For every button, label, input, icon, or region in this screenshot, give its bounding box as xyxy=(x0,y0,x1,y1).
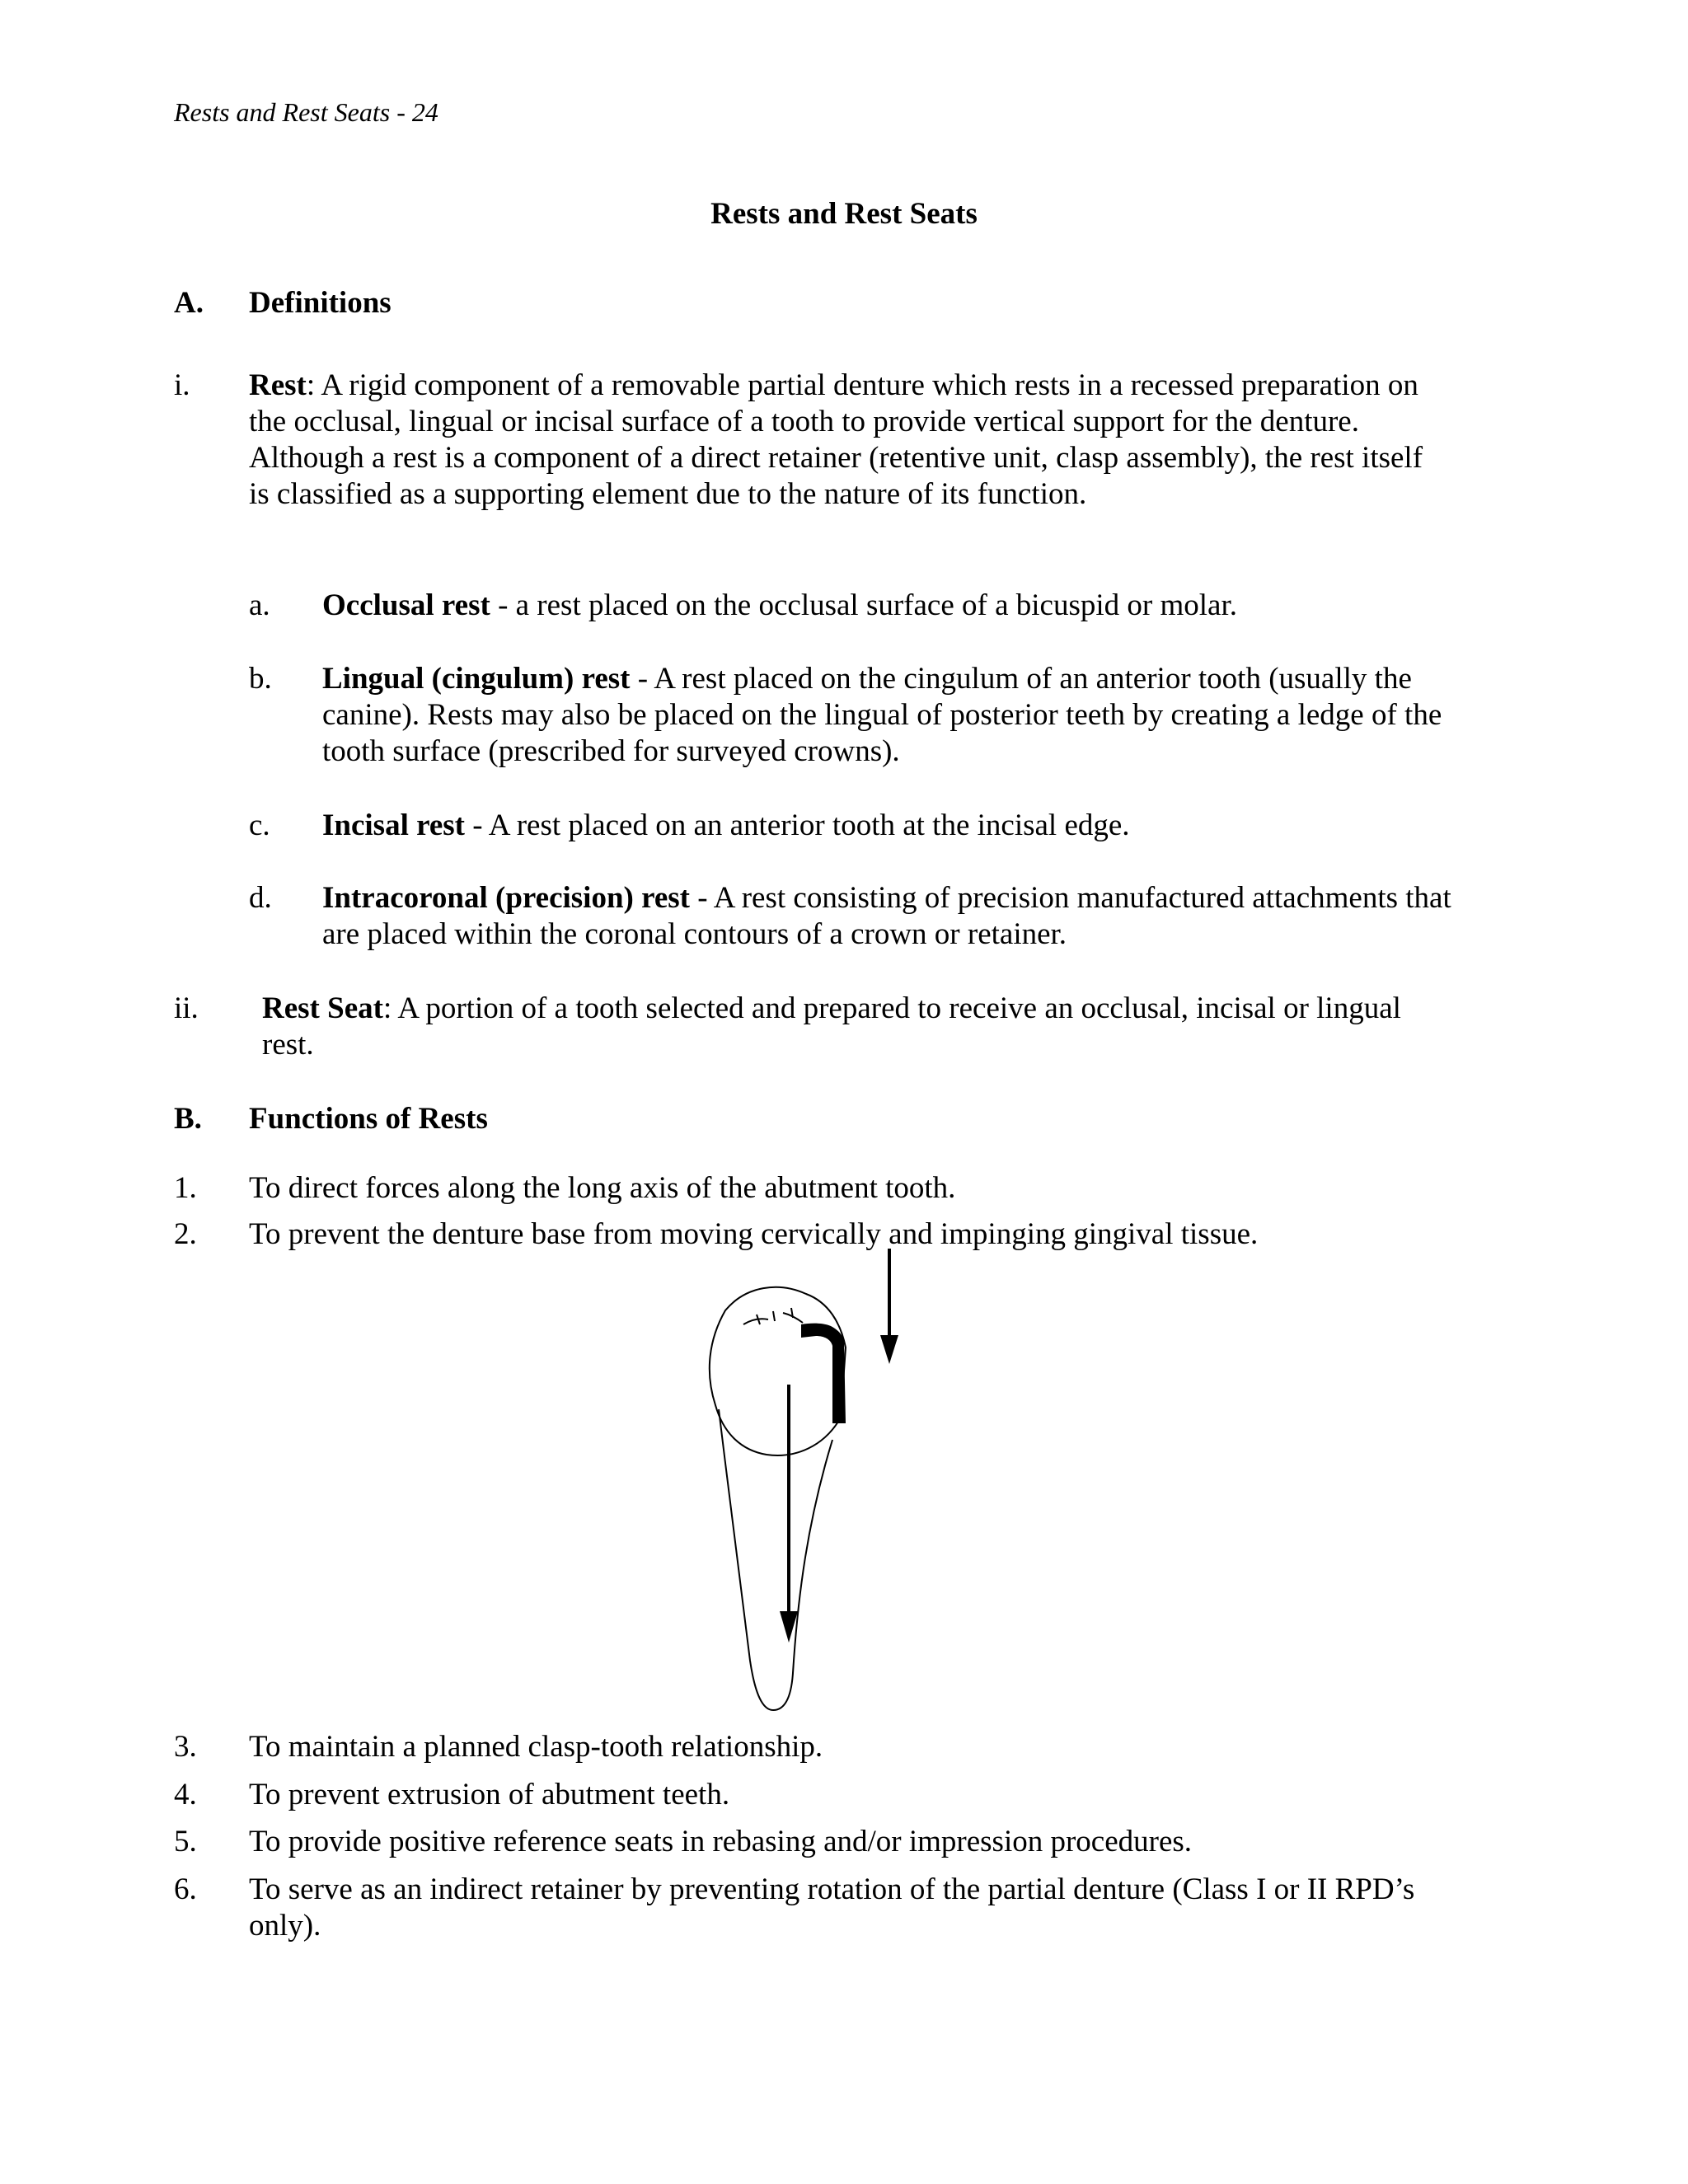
function-4-text: To prevent extrusion of abutment teeth. xyxy=(249,1778,730,1811)
sub-d-marker: d. xyxy=(249,881,272,915)
sub-c-marker: c. xyxy=(249,808,270,842)
function-3-text: To maintain a planned clasp-tooth relationship. xyxy=(249,1730,823,1764)
occlusal-fissure-lines xyxy=(743,1308,803,1324)
occlusal-rest-term: Occlusal rest xyxy=(322,588,490,622)
function-2-text: To prevent the denture base from moving cervically and impinging gingival tissue. xyxy=(249,1217,1259,1251)
sub-a-marker: a. xyxy=(249,588,270,622)
force-arrow-head-top xyxy=(880,1335,898,1364)
intracoronal-rest-term: Intracoronal (precision) rest xyxy=(322,881,691,915)
rest-seat-term: Rest Seat xyxy=(262,991,383,1025)
running-header: Rests and Rest Seats - 24 xyxy=(174,97,438,127)
lingual-rest-text: - A rest placed on the cingulum of an anterior tooth (usually the canine). Rests may also be placed on the lingual of posterior teeth by creating a ledge of the tooth surface (prescribed for surveyed crowns). xyxy=(322,662,1442,768)
function-1-marker: 1. xyxy=(174,1171,197,1205)
function-6-marker: 6. xyxy=(174,1872,197,1906)
section-a-label: A. xyxy=(174,286,204,320)
lingual-rest-term: Lingual (cingulum) rest xyxy=(322,662,631,696)
section-b-title: Functions of Rests xyxy=(249,1102,488,1136)
tooth-root-outline xyxy=(719,1409,832,1710)
definition-intracoronal-rest xyxy=(322,880,1476,953)
rest-seat-text: : A portion of a tooth selected and prepared to receive an occlusal, incisal or lingual rest. xyxy=(262,991,1401,1062)
function-5-text: To provide positive reference seats in rebasing and/or impression procedures. xyxy=(249,1825,1193,1858)
definition-i-marker: i. xyxy=(174,368,190,402)
definition-incisal-rest xyxy=(322,808,1476,844)
intracoronal-rest-text: - A rest consisting of precision manufactured attachments that are placed within the coronal contours of a crown or retainer. xyxy=(322,881,1451,951)
occlusal-rest-shape xyxy=(801,1324,846,1423)
tooth-crown-outline xyxy=(710,1287,846,1455)
sub-b-marker: b. xyxy=(249,662,272,696)
definition-rest-term: Rest xyxy=(249,368,307,402)
incisal-rest-term: Incisal rest xyxy=(322,808,466,842)
function-5-marker: 5. xyxy=(174,1825,197,1858)
function-1-text: To direct forces along the long axis of the abutment tooth. xyxy=(249,1171,956,1205)
definition-rest-text: : A rigid component of a removable partial denture which rests in a recessed preparation on the occlusal, lingual or incisal surface of a tooth to provide vertical support for the denture. Although a rest is a component of a direct retainer (retentive unit, clasp assembly), the rest itself is classified as a supporting element due to the nature of its function. xyxy=(249,368,1423,511)
definition-occlusal-rest xyxy=(322,588,1476,624)
tooth-rest-figure xyxy=(701,1249,931,1727)
definition-rest xyxy=(249,368,1444,513)
function-4-marker: 4. xyxy=(174,1778,197,1811)
definition-ii-marker: ii. xyxy=(174,991,199,1025)
page-title: Rests and Rest Seats xyxy=(710,197,978,231)
definition-rest-seat xyxy=(262,991,1441,1063)
incisal-rest-text: - A rest placed on an anterior tooth at the incisal edge. xyxy=(465,808,1130,842)
section-b-label: B. xyxy=(174,1102,202,1136)
function-3-marker: 3. xyxy=(174,1730,197,1764)
function-2-marker: 2. xyxy=(174,1217,197,1251)
definition-lingual-rest xyxy=(322,661,1476,770)
occlusal-rest-text: - a rest placed on the occlusal surface of a bicuspid or molar. xyxy=(490,588,1237,622)
function-6-text: To serve as an indirect retainer by preventing rotation of the partial denture (Class I or II RPD’s only). xyxy=(249,1872,1415,1943)
section-a-title: Definitions xyxy=(249,286,392,320)
